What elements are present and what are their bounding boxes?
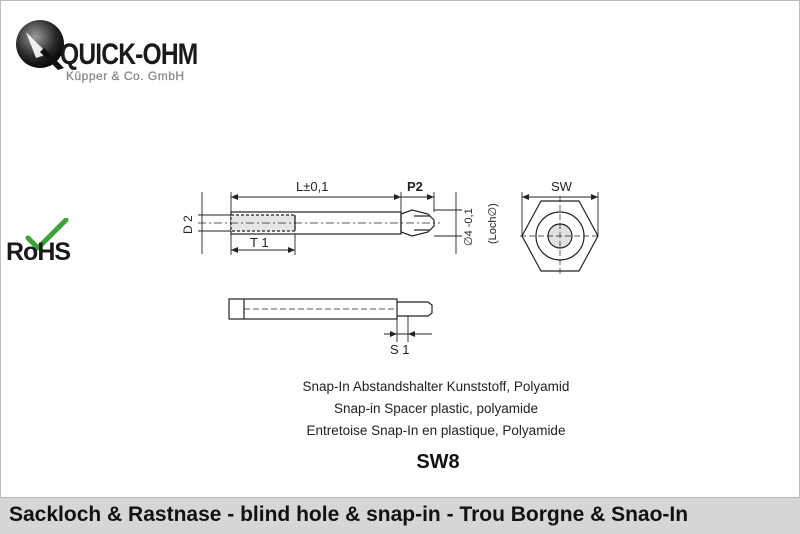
logo-subtitle: Küpper & Co. GmbH bbox=[66, 69, 185, 83]
label-s1: S 1 bbox=[390, 342, 410, 357]
label-sw: SW bbox=[551, 179, 572, 194]
description-german: Snap-In Abstandshalter Kunststoff, Polyamid bbox=[302, 379, 570, 394]
label-hole: ∅4 -0,1 bbox=[463, 208, 475, 246]
rohs-text: RoHS bbox=[6, 238, 71, 266]
rohs-badge bbox=[6, 218, 76, 268]
footer-bar bbox=[0, 497, 800, 534]
label-hole-note: (Loch∅) bbox=[487, 203, 499, 244]
side-snap-tip bbox=[397, 302, 432, 316]
logo-name: QUICK-OHM bbox=[60, 38, 198, 71]
label-p2: P2 bbox=[407, 179, 423, 194]
label-d2: D 2 bbox=[181, 215, 195, 234]
technical-drawing bbox=[175, 170, 625, 365]
product-description bbox=[0, 376, 800, 442]
footer-title: Sackloch & Rastnase - blind hole & snap-in - Trou Borgne & Snao-In bbox=[9, 503, 689, 526]
description-english: Snap-in Spacer plastic, polyamide bbox=[333, 401, 539, 416]
company-logo bbox=[14, 18, 214, 88]
description-french: Entretoise Snap-In en plastique, Polyamide bbox=[306, 423, 566, 438]
product-code: SW8 bbox=[416, 451, 460, 473]
label-t1: T 1 bbox=[250, 235, 269, 250]
label-length: L±0,1 bbox=[296, 179, 329, 194]
